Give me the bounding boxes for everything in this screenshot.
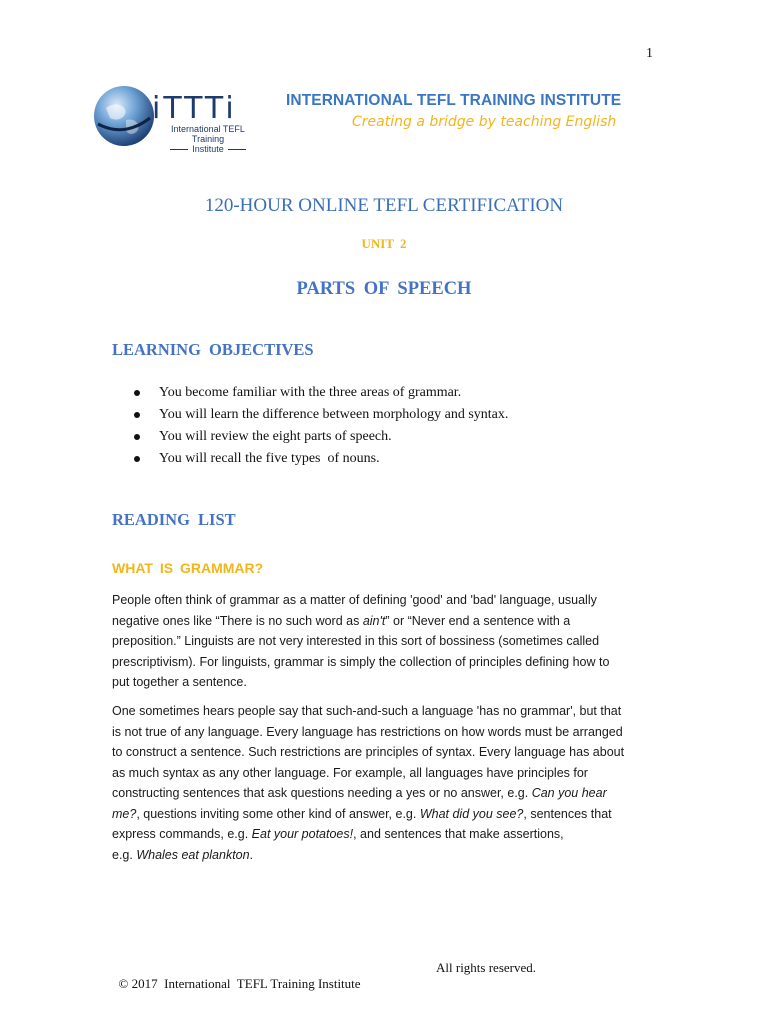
text-line: negative ones like “There is no such word as ain't” or “Never end a sentence with a	[112, 613, 571, 628]
bullet-icon	[134, 456, 140, 462]
text-line: One sometimes hears people say that such-and-such a language 'has no grammar', but that	[112, 704, 622, 718]
text-line: to construct a sentence. Such restrictions are principles of syntax. Every language has about	[112, 745, 625, 759]
list-item	[112, 382, 508, 404]
text-line: prescriptivism). For linguists, grammar is simply the collection of principles defining how to	[112, 654, 610, 669]
list-item	[112, 426, 508, 448]
text-line: is not true of any language. Every language has restrictions on how words must be arranged	[112, 724, 623, 739]
text-line: e.g. Whales eat plankton.	[112, 847, 254, 862]
bullet-icon	[134, 412, 140, 418]
copyright-text: © 2017 International TEFL Training Institute	[118, 976, 361, 991]
text-line: People often think of grammar as a matter of defining 'good' and 'bad' language, usually	[112, 593, 597, 607]
divider	[228, 149, 246, 150]
list-item-text: You will recall the five types of nouns.	[159, 451, 380, 466]
text-line: me?, questions inviting some other kind of answer, e.g. What did you see?, sentences that	[112, 806, 612, 821]
list-item-text: You will learn the difference between morphology and syntax.	[159, 407, 509, 422]
bullet-icon	[134, 434, 140, 440]
itti-wordmark-icon	[150, 92, 266, 122]
text-line: put together a sentence.	[112, 675, 247, 689]
list-item	[112, 448, 508, 470]
list-item	[112, 404, 508, 426]
divider	[170, 149, 188, 150]
list-item-text: You will review the eight parts of speech.	[159, 429, 392, 444]
what-is-grammar-heading: WHAT IS GRAMMAR?	[112, 560, 264, 576]
logo-subtitle	[158, 124, 258, 154]
paragraph-1	[112, 590, 652, 693]
text-line: preposition.” Linguists are not very interested in this sort of bossiness (sometimes called	[112, 634, 600, 648]
text-line: express commands, e.g. Eat your potatoes!, and sentences that make assertions,	[112, 827, 564, 841]
list-item-text: You become familiar with the three areas of grammar.	[159, 385, 462, 400]
paragraph-2	[112, 701, 652, 865]
logo-subtitle-line2-row	[158, 144, 258, 154]
unit-label: UNIT 2	[361, 236, 407, 251]
text-line: as much syntax as any other language. For example, all languages have principles for	[112, 765, 588, 780]
institute-name: INTERNATIONAL TEFL TRAINING INSTITUTE	[286, 92, 622, 109]
learning-objectives-list	[112, 382, 508, 470]
course-title: 120-HOUR ONLINE TEFL CERTIFICATION	[204, 195, 564, 216]
unit-title: PARTS OF SPEECH	[296, 279, 472, 299]
globe-icon	[92, 84, 156, 148]
svg-text:iTTTi: iTTTi	[152, 92, 237, 122]
footer	[112, 960, 537, 1008]
learning-objectives-heading: LEARNING OBJECTIVES	[112, 340, 314, 359]
logo-subtitle-line1: International TEFL Training	[171, 124, 245, 144]
institute-tagline: Creating a bridge by teaching English	[352, 114, 617, 130]
text-line: constructing sentences that ask questions needing a yes or no answer, e.g. Can you hear	[112, 786, 607, 800]
rights-text: All rights reserved.	[436, 960, 537, 975]
itti-logo	[92, 84, 268, 154]
page-number: 1	[646, 46, 653, 61]
logo-subtitle-line2: Institute	[192, 144, 224, 154]
bullet-icon	[134, 390, 140, 396]
reading-list-heading: READING LIST	[112, 510, 236, 529]
